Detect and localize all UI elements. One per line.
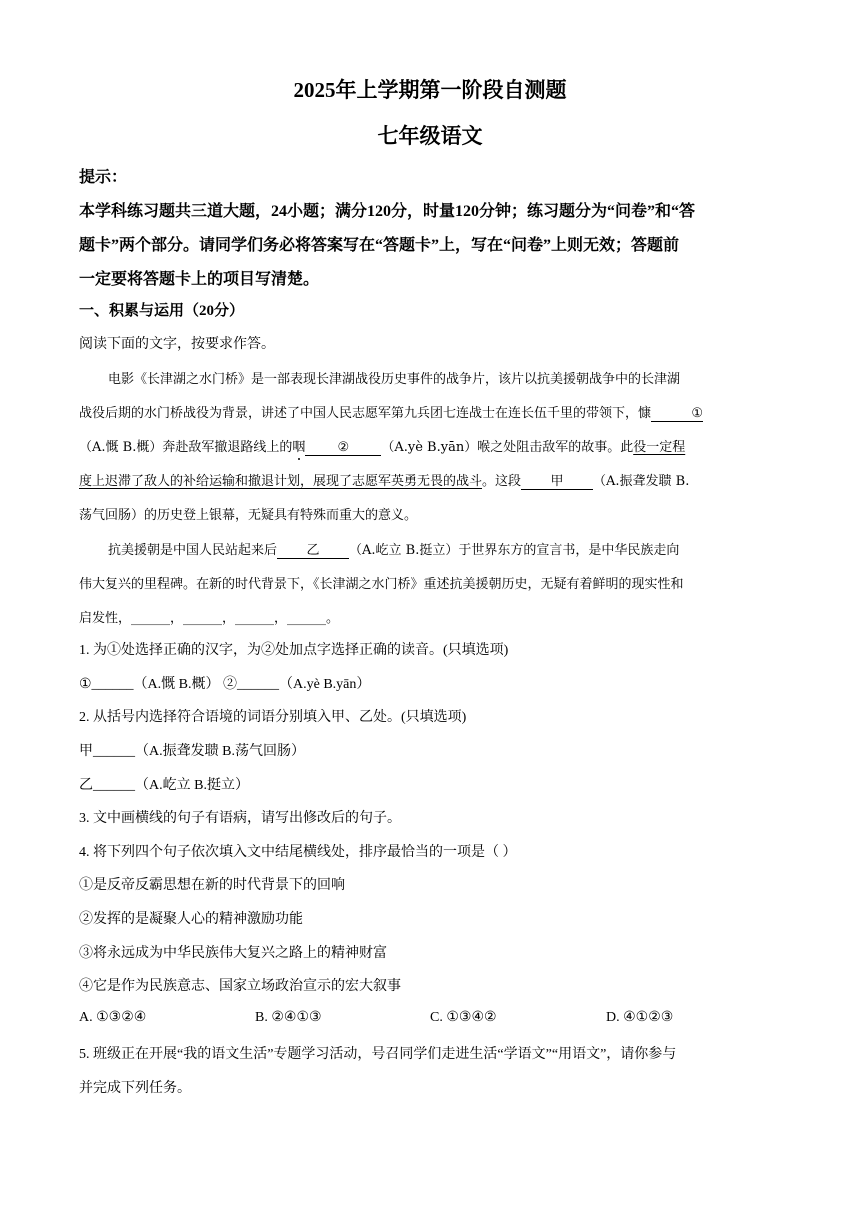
question-2-jia: 甲______（A.振聋发聩 B.荡气回肠）: [79, 744, 305, 759]
underlined-sentence: 役一定程: [633, 440, 686, 455]
passage-text: （A.慨 B.概）奔赴敌军撤退路线上的: [79, 440, 293, 455]
option-a: A. ①③②④: [79, 1010, 147, 1025]
dotted-char: 咽: [292, 440, 306, 455]
underlined-sentence: 度上迟滞了敌人的补给运输和撤退计划，展现了志愿军英勇无畏的战斗: [79, 474, 483, 489]
question-1-answer: ①______（A.慨 B.概） ②______（A.yè B.yān）: [79, 677, 371, 692]
passage-text: （A.屹立 B.挺立）于世界东方的宣言书，是中华民族走向: [349, 543, 680, 558]
passage-text: 。这段: [482, 474, 522, 489]
passage-text: （A.振聋发聩 B.: [593, 474, 690, 489]
notice-line-2: 题卡”两个部分。请同学们务必将答案写在“答题卡”上，写在“问卷”上则无效；答题前: [79, 237, 680, 254]
section-heading: 一、积累与运用（20分）: [79, 303, 245, 319]
passage-line-7: 伟大复兴的里程碑。在新的时代背景下，《长津湖之水门桥》重述抗美援朝历史，无疑有着鲜明的现实性和: [79, 577, 684, 592]
question-4-sentence-4: ④它是作为民族意志、国家立场政治宣示的宏大叙事: [79, 979, 401, 994]
blank-1: ①: [651, 406, 703, 422]
passage-text: （A.yè B.yān）喉之处阻击敌军的故事。此: [381, 440, 634, 455]
passage-line-1: 电影《长津湖之水门桥》是一部表现长津湖战役历史事件的战争片，该片以抗美援朝战争中的长津湖: [108, 372, 681, 387]
question-4-sentence-2: ②发挥的是凝聚人心的精神激励功能: [79, 912, 303, 927]
passage-text: 抗美援朝是中国人民站起来后: [108, 543, 278, 558]
passage-line-2: [79, 402, 703, 422]
notice-line-1: 本学科练习题共三道大题，24小题；满分120分，时量120分钟；练习题分为“问卷”和“答: [79, 203, 696, 220]
question-4: 4. 将下列四个句子依次填入文中结尾横线处，排序最恰当的一项是（ ）: [79, 845, 517, 860]
passage-line-8: 启发性，______，______，______，______。: [79, 611, 340, 626]
blank-yi: 乙: [277, 543, 349, 559]
question-5-line-1: 5. 班级正在开展“我的语文生活”专题学习活动，号召同学们走进生活“学语文”“用语文”，请你参与: [79, 1047, 677, 1062]
option-c: C. ①③④②: [430, 1010, 497, 1025]
page-subtitle: 七年级语文: [377, 124, 483, 148]
question-2: 2. 从括号内选择符合语境的词语分别填入甲、乙处。(只填选项): [79, 710, 467, 725]
question-1: 1. 为①处选择正确的汉字，为②处加点字选择正确的读音。(只填选项): [79, 643, 509, 658]
question-4-sentence-3: ③将永远成为中华民族伟大复兴之路上的精神财富: [79, 946, 387, 961]
section-intro: 阅读下面的文字，按要求作答。: [79, 337, 275, 352]
passage-text: 战役后期的水门桥战役为背景，讲述了中国人民志愿军第九兵团七连战士在连长伍千里的带领下，慷: [79, 406, 652, 421]
notice-label: 提示：: [79, 169, 128, 186]
passage-line-6: [108, 539, 679, 559]
passage-line-3: [79, 436, 685, 456]
option-b: B. ②④①③: [255, 1010, 322, 1025]
blank-2: ②: [305, 440, 381, 456]
page-title: 2025年上学期第一阶段自测题: [293, 78, 567, 102]
passage-line-5: 荡气回肠）的历史登上银幕，无疑具有特殊而重大的意义。: [79, 508, 418, 523]
notice-line-3: 一定要将答题卡上的项目写清楚。: [79, 271, 320, 288]
question-4-sentence-1: ①是反帝反霸思想在新的时代背景下的回响: [79, 878, 345, 893]
option-d: D. ④①②③: [606, 1010, 674, 1025]
question-2-yi: 乙______（A.屹立 B.挺立）: [79, 778, 249, 793]
question-3: 3. 文中画横线的句子有语病，请写出修改后的句子。: [79, 811, 401, 826]
blank-jia: 甲: [521, 474, 593, 490]
question-5-line-2: 并完成下列任务。: [79, 1081, 191, 1096]
passage-line-4: [79, 470, 689, 490]
